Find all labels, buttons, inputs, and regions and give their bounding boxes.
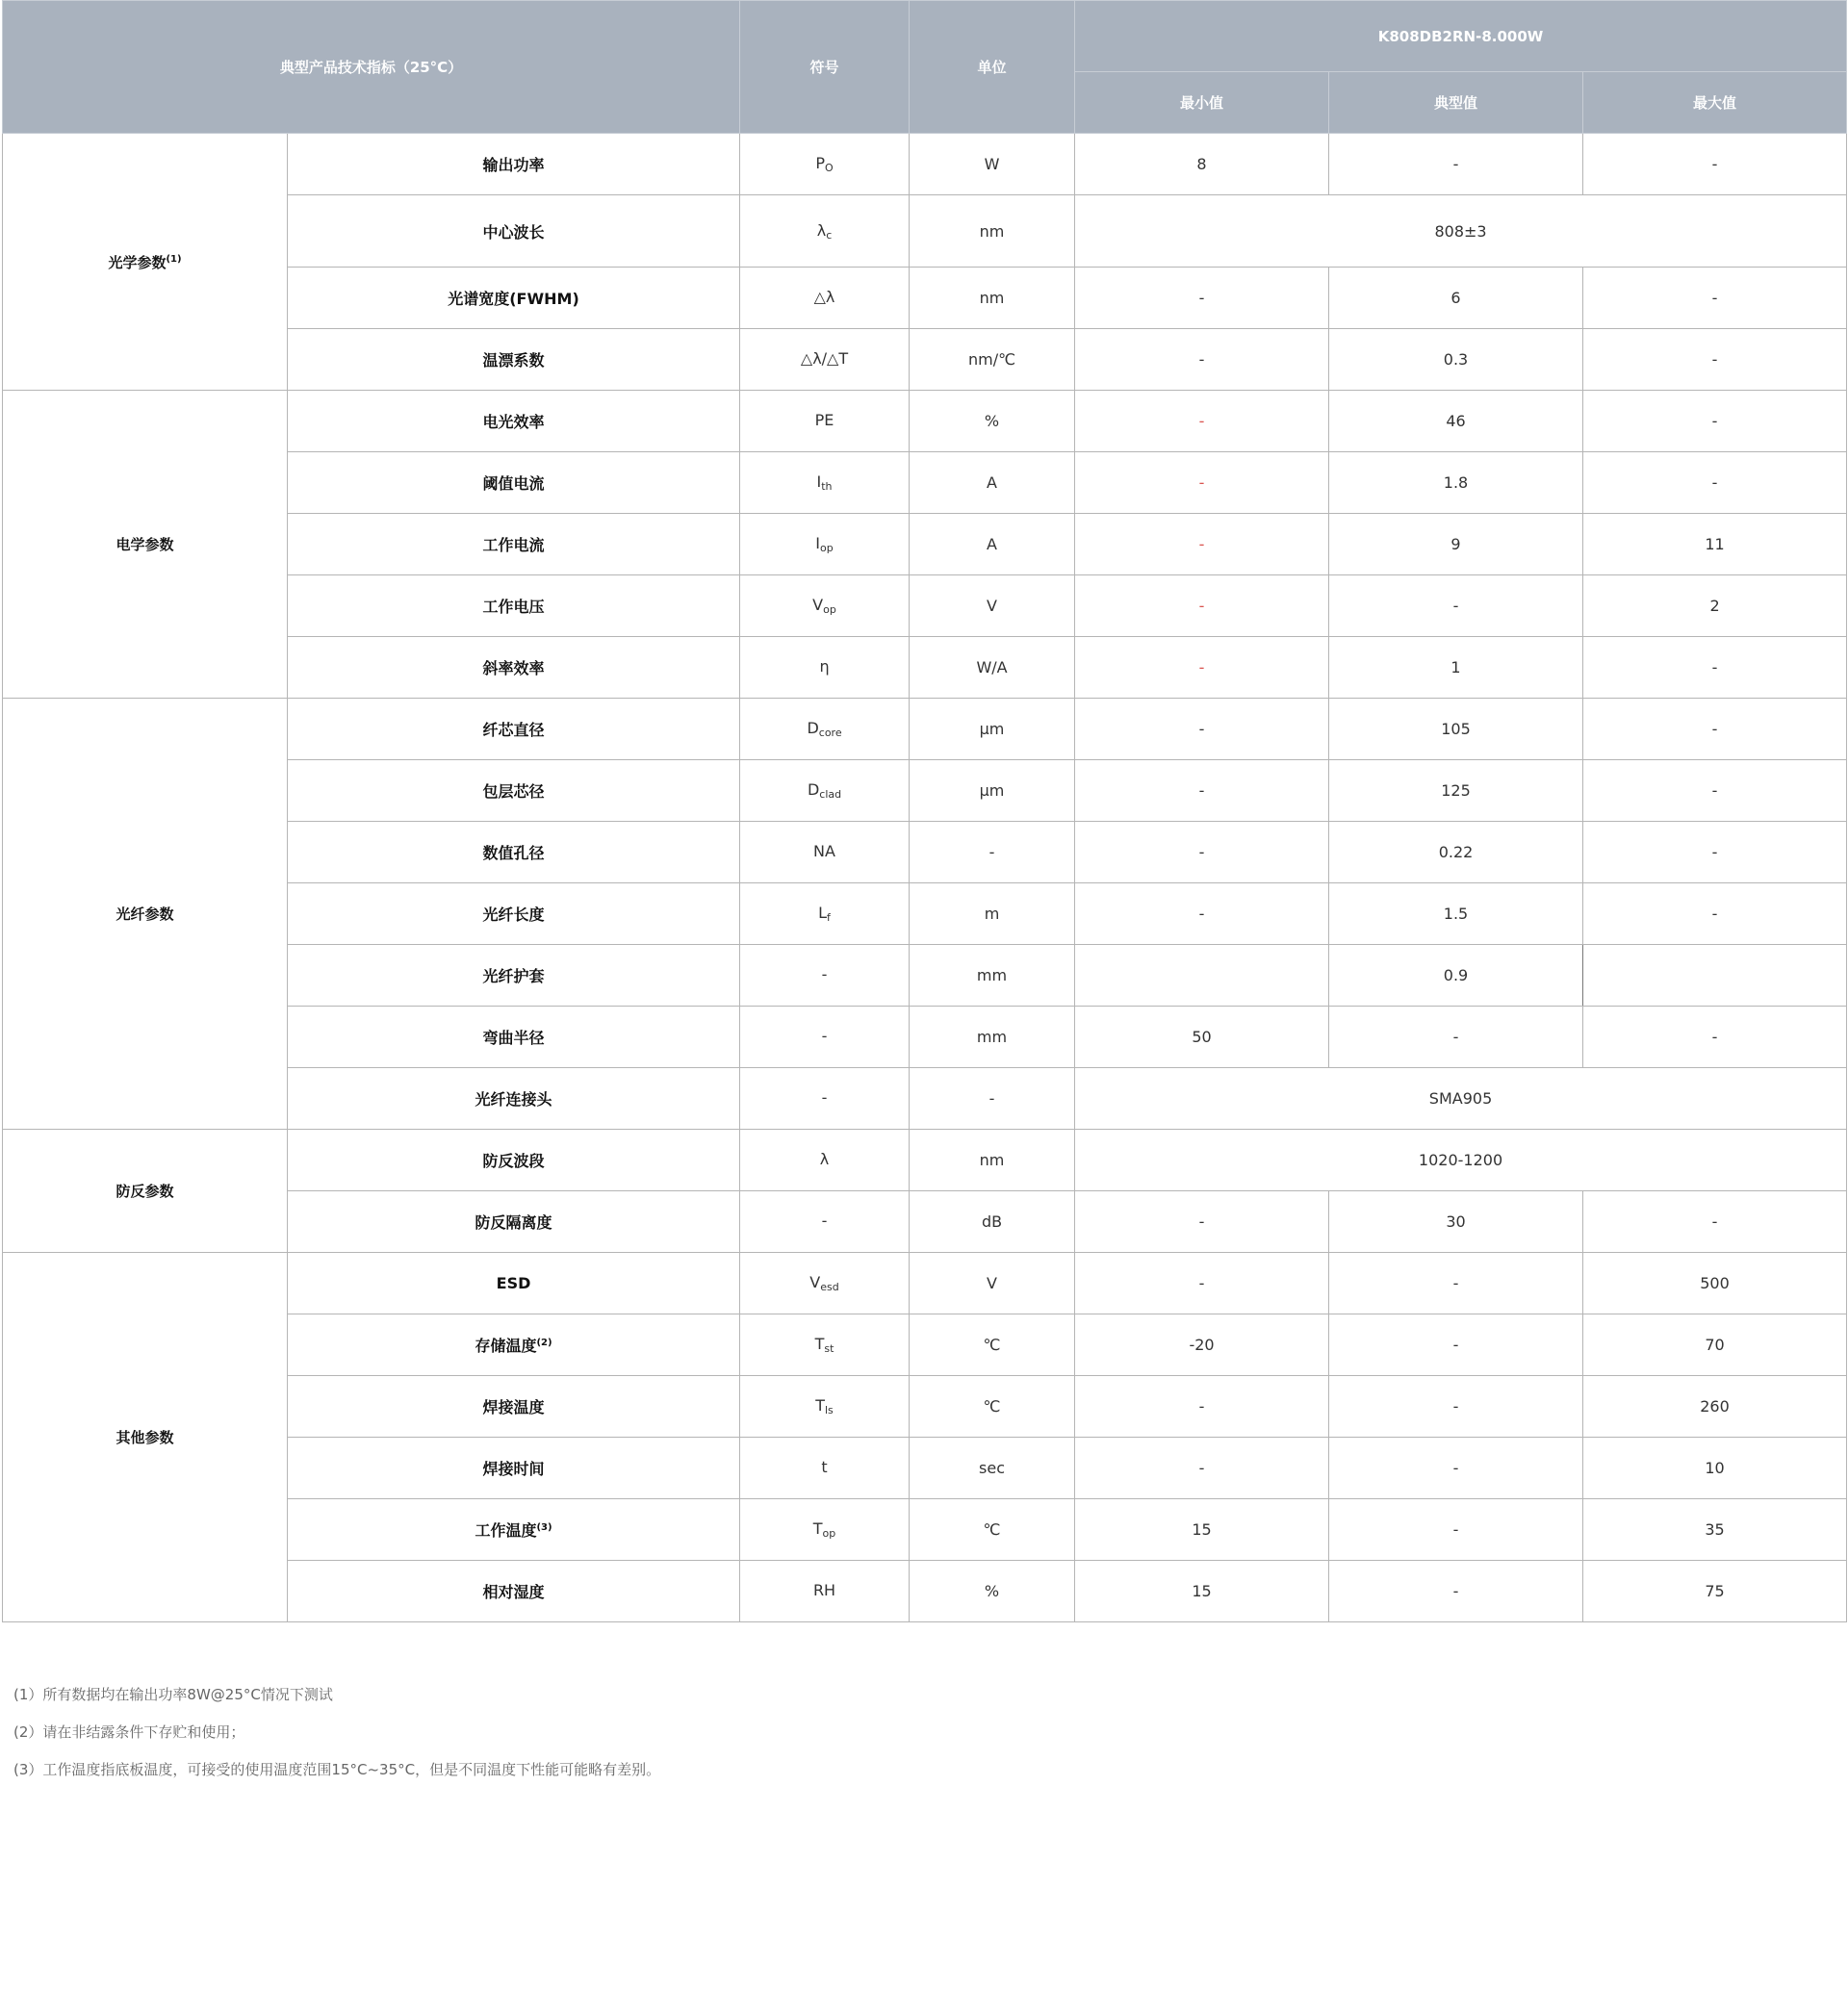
symbol-cell: $L_f$: [740, 883, 910, 945]
group-optical: 光学参数$^{(1)}$: [3, 134, 288, 391]
min-value: 8: [1075, 134, 1329, 195]
max-value: 75: [1583, 1561, 1847, 1622]
table-row: [3, 1130, 1847, 1191]
group-anti-reflection: 防反参数: [3, 1130, 288, 1253]
spec-title-header: 典型产品技术指标（25°C）: [3, 1, 740, 134]
max-value: -: [1583, 268, 1847, 329]
min-value: -: [1075, 514, 1329, 575]
param-name: 焊接时间: [288, 1438, 740, 1499]
param-name: 阈值电流: [288, 452, 740, 514]
max-value: 10: [1583, 1438, 1847, 1499]
symbol-cell: PE: [740, 391, 910, 452]
span-value: SMA905: [1075, 1068, 1847, 1130]
typ-value: 6: [1329, 268, 1583, 329]
symbol-cell: λ: [740, 1130, 910, 1191]
symbol-cell: $P_O$: [740, 134, 910, 195]
max-value: -: [1583, 1007, 1847, 1068]
unit-cell: ℃: [910, 1376, 1075, 1438]
typ-value: -: [1329, 1253, 1583, 1314]
unit-cell: W: [910, 134, 1075, 195]
min-value: -20: [1075, 1314, 1329, 1376]
param-name: 工作电压: [288, 575, 740, 637]
min-value: 50: [1075, 1007, 1329, 1068]
typ-value: 30: [1329, 1191, 1583, 1253]
unit-cell: nm: [910, 268, 1075, 329]
min-value: -: [1075, 760, 1329, 822]
param-name: 工作温度$^{(3)}$: [288, 1499, 740, 1561]
footnote-mark: (1): [166, 253, 182, 265]
symbol-cell: $T_{st}$: [740, 1314, 910, 1376]
max-value: -: [1583, 452, 1847, 514]
max-value: -: [1583, 883, 1847, 945]
min-value: -: [1075, 329, 1329, 391]
param-name: 相对湿度: [288, 1561, 740, 1622]
symbol-cell: $D_{clad}$: [740, 760, 910, 822]
param-name: 电光效率: [288, 391, 740, 452]
symbol-cell: NA: [740, 822, 910, 883]
max-value: 35: [1583, 1499, 1847, 1561]
group-other: 其他参数: [3, 1253, 288, 1622]
typ-value: 46: [1329, 391, 1583, 452]
max-value: -: [1583, 822, 1847, 883]
symbol-header: 符号: [740, 1, 910, 134]
table-row: [3, 699, 1847, 760]
unit-cell: nm: [910, 195, 1075, 268]
unit-cell: μm: [910, 699, 1075, 760]
min-value: 15: [1075, 1561, 1329, 1622]
typ-value: -: [1329, 1007, 1583, 1068]
table-row: [3, 134, 1847, 195]
symbol-cell: $I_{op}$: [740, 514, 910, 575]
footnote-3: (3）工作温度指底板温度，可接受的使用温度范围15°C~35°C，但是不同温度下性能可能略有差别。: [13, 1761, 661, 1778]
param-name: 中心波长: [288, 195, 740, 268]
max-value: 70: [1583, 1314, 1847, 1376]
symbol-cell: $I_{th}$: [740, 452, 910, 514]
max-header: 最大值: [1583, 72, 1847, 134]
symbol-cell: RH: [740, 1561, 910, 1622]
typ-value: -: [1329, 1561, 1583, 1622]
min-value: -: [1075, 1376, 1329, 1438]
typ-value: 125: [1329, 760, 1583, 822]
unit-cell: -: [910, 822, 1075, 883]
param-name: 防反波段: [288, 1130, 740, 1191]
typ-value: -: [1329, 134, 1583, 195]
footnote-mark: (2): [536, 1338, 552, 1348]
max-value: -: [1583, 134, 1847, 195]
max-value: -: [1583, 329, 1847, 391]
unit-cell: mm: [910, 1007, 1075, 1068]
max-value: 2: [1583, 575, 1847, 637]
min-value: -: [1075, 883, 1329, 945]
min-value: -: [1075, 1253, 1329, 1314]
unit-cell: m: [910, 883, 1075, 945]
symbol-cell: $V_{esd}$: [740, 1253, 910, 1314]
typ-value: -: [1329, 1314, 1583, 1376]
param-name: 焊接温度: [288, 1376, 740, 1438]
unit-cell: nm: [910, 1130, 1075, 1191]
min-value: -: [1075, 452, 1329, 514]
unit-cell: sec: [910, 1438, 1075, 1499]
table-row: [3, 1253, 1847, 1314]
typ-value: 1: [1329, 637, 1583, 699]
footnote-mark: (3): [536, 1522, 552, 1533]
param-name: ESD: [288, 1253, 740, 1314]
unit-header: 单位: [910, 1, 1075, 134]
max-value: -: [1583, 637, 1847, 699]
typ-value: -: [1329, 1499, 1583, 1561]
max-value: -: [1583, 699, 1847, 760]
max-value: 260: [1583, 1376, 1847, 1438]
typ-value: -: [1329, 575, 1583, 637]
min-value: -: [1075, 391, 1329, 452]
min-value: -: [1075, 575, 1329, 637]
min-value: -: [1075, 699, 1329, 760]
max-value: -: [1583, 760, 1847, 822]
typ-value: -: [1329, 1376, 1583, 1438]
group-electrical: 电学参数: [3, 391, 288, 699]
min-value: 15: [1075, 1499, 1329, 1561]
unit-cell: A: [910, 514, 1075, 575]
max-value: 500: [1583, 1253, 1847, 1314]
unit-cell: %: [910, 391, 1075, 452]
group-fiber: 光纤参数: [3, 699, 288, 1130]
typ-value: 1.5: [1329, 883, 1583, 945]
param-name: 弯曲半径: [288, 1007, 740, 1068]
symbol-cell: $D_{core}$: [740, 699, 910, 760]
symbol-cell: t: [740, 1438, 910, 1499]
symbol-cell: △λ/△T: [740, 329, 910, 391]
unit-cell: %: [910, 1561, 1075, 1622]
unit-cell: W/A: [910, 637, 1075, 699]
unit-cell: -: [910, 1068, 1075, 1130]
param-name: 光纤连接头: [288, 1068, 740, 1130]
footnotes: [13, 1680, 660, 1793]
min-value: -: [1075, 637, 1329, 699]
symbol-cell: -: [740, 1007, 910, 1068]
min-value: -: [1075, 268, 1329, 329]
unit-cell: μm: [910, 760, 1075, 822]
min-header: 最小值: [1075, 72, 1329, 134]
param-name: 数值孔径: [288, 822, 740, 883]
min-value: [1075, 945, 1329, 1007]
max-value: [1583, 945, 1847, 1007]
symbol-cell: $V_{op}$: [740, 575, 910, 637]
typ-value: 1.8: [1329, 452, 1583, 514]
typ-value: -: [1329, 1438, 1583, 1499]
typ-header: 典型值: [1329, 72, 1583, 134]
typ-value: 0.9: [1329, 945, 1583, 1007]
param-name: 纤芯直径: [288, 699, 740, 760]
symbol-cell: η: [740, 637, 910, 699]
param-name: 斜率效率: [288, 637, 740, 699]
param-name: 存储温度$^{(2)}$: [288, 1314, 740, 1376]
typ-value: 0.22: [1329, 822, 1583, 883]
unit-cell: V: [910, 1253, 1075, 1314]
spec-table: [2, 0, 1847, 1622]
min-value: -: [1075, 1438, 1329, 1499]
symbol-cell: -: [740, 945, 910, 1007]
symbol-cell: $T_{ls}$: [740, 1376, 910, 1438]
unit-cell: V: [910, 575, 1075, 637]
footnote-1: (1）所有数据均在输出功率8W@25°C情况下测试: [13, 1686, 333, 1703]
unit-cell: A: [910, 452, 1075, 514]
unit-cell: ℃: [910, 1314, 1075, 1376]
param-name: 光纤长度: [288, 883, 740, 945]
max-value: 11: [1583, 514, 1847, 575]
symbol-cell: $T_{op}$: [740, 1499, 910, 1561]
max-value: -: [1583, 1191, 1847, 1253]
unit-cell: dB: [910, 1191, 1075, 1253]
span-value: 1020-1200: [1075, 1130, 1847, 1191]
param-name: 输出功率: [288, 134, 740, 195]
symbol-cell: -: [740, 1191, 910, 1253]
symbol-cell: △λ: [740, 268, 910, 329]
symbol-cell: $\lambda_c$: [740, 195, 910, 268]
span-value: 808±3: [1075, 195, 1847, 268]
param-name: 工作电流: [288, 514, 740, 575]
model-header: K808DB2RN-8.000W: [1075, 1, 1847, 72]
symbol-cell: -: [740, 1068, 910, 1130]
param-name: 防反隔离度: [288, 1191, 740, 1253]
min-value: -: [1075, 1191, 1329, 1253]
typ-value: 0.3: [1329, 329, 1583, 391]
footnote-2: (2）请在非结露条件下存贮和使用；: [13, 1723, 245, 1741]
unit-cell: mm: [910, 945, 1075, 1007]
param-name: 温漂系数: [288, 329, 740, 391]
typ-value: 9: [1329, 514, 1583, 575]
min-value: -: [1075, 822, 1329, 883]
param-name: 光谱宽度(FWHM): [288, 268, 740, 329]
table-row: [3, 391, 1847, 452]
param-name: 包层芯径: [288, 760, 740, 822]
unit-cell: nm/℃: [910, 329, 1075, 391]
max-value: -: [1583, 391, 1847, 452]
typ-value: 105: [1329, 699, 1583, 760]
param-name: 光纤护套: [288, 945, 740, 1007]
unit-cell: ℃: [910, 1499, 1075, 1561]
